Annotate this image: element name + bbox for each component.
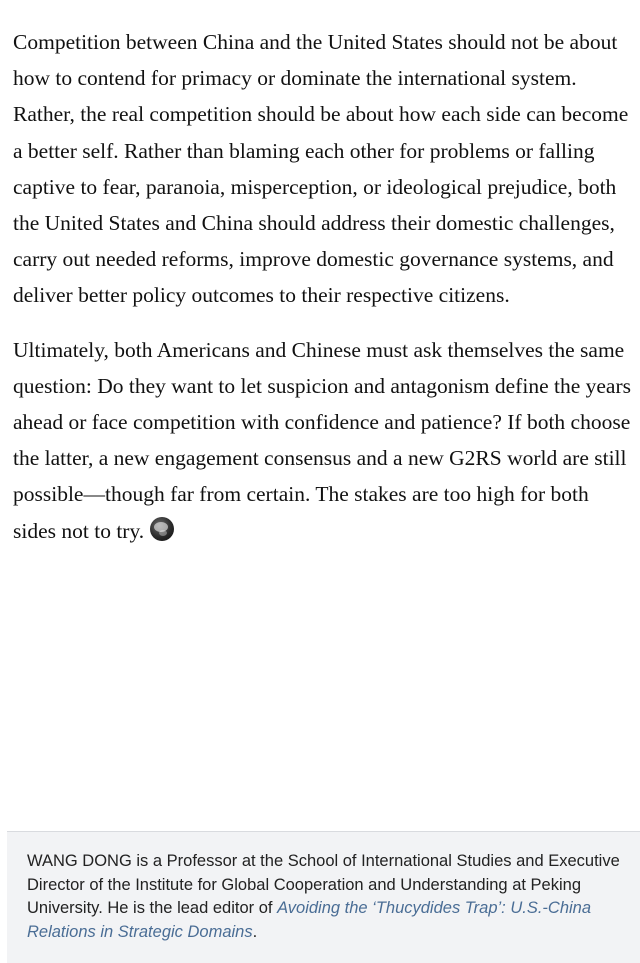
author-bio-box <box>7 831 640 963</box>
globe-end-mark-icon <box>150 517 174 541</box>
paragraph-text: Ultimately, both Americans and Chinese must ask themselves the same question: Do they want to let suspicion and antagonism define the years ahead or face competition with confidence and patience? If both choose the latter, a new engagement consensus and a new G2RS world are still possible—though far from certain. The stakes are too high for both sides not to try. <box>13 337 631 543</box>
book-title-link[interactable]: Avoiding the ‘Thucydides Trap’: U.S.-China Relations in Strategic Domains <box>27 899 592 942</box>
article-body <box>13 24 635 567</box>
paragraph-final <box>13 332 635 549</box>
author-bio <box>27 850 622 945</box>
paragraph: Competition between China and the United States should not be about how to contend for primacy or dominate the international system. Rather, the real competition should be about how each side can become a better self. Rather than blaming each other for problems or falling captive to fear, paranoia, misperception, or ideological prejudice, both the United States and China should address their domestic challenges, carry out needed reforms, improve domestic governance systems, and deliver better policy outcomes to their respective citizens. <box>13 30 629 308</box>
author-bio-text: WANG DONG is a Professor at the School of International Studies and Executive Director of the Institute for Global Cooperation and Understanding at Peking University. He is the lead editor of <box>27 852 620 918</box>
bio-end: . <box>252 923 258 942</box>
